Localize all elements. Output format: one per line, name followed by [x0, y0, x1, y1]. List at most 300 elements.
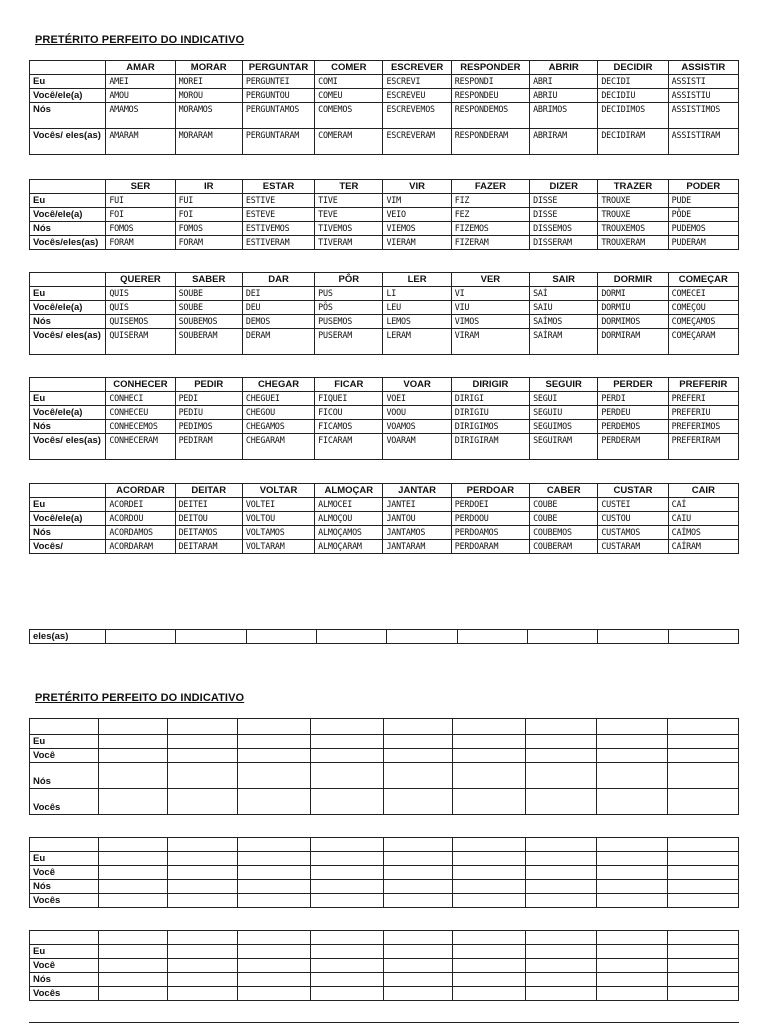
empty-cell[interactable] [453, 945, 526, 959]
verb-form-cell: PERDOOU [451, 512, 529, 526]
verb-form-cell: DEMOS [242, 315, 314, 329]
verb-form-cell: AMAMOS [106, 103, 175, 129]
empty-cell[interactable] [384, 987, 453, 1001]
empty-cell[interactable] [167, 719, 237, 735]
verb-form-cell: VOEI [383, 392, 451, 406]
empty-cell[interactable] [453, 852, 526, 866]
verb-form-cell: ABRIMOS [530, 103, 598, 129]
empty-cell[interactable] [310, 789, 384, 815]
verb-form-cell: VIMOS [451, 315, 529, 329]
empty-cell[interactable] [384, 945, 453, 959]
verb-header: TRAZER [598, 180, 668, 194]
table-row [30, 894, 739, 908]
empty-cell[interactable] [310, 852, 384, 866]
verb-form-cell: VIRAM [451, 329, 529, 355]
table-row [30, 959, 739, 973]
empty-cell[interactable] [384, 763, 453, 789]
empty-cell[interactable] [668, 866, 739, 880]
empty-cell[interactable] [237, 945, 310, 959]
empty-cell[interactable] [98, 945, 167, 959]
empty-cell[interactable] [30, 931, 99, 945]
empty-cell[interactable] [167, 763, 237, 789]
verb-form-cell: CONHECI [106, 392, 175, 406]
empty-cell[interactable] [668, 789, 739, 815]
table-row [30, 852, 739, 866]
empty-cell[interactable] [98, 852, 167, 866]
verb-form-cell: CUSTARAM [598, 540, 668, 554]
empty-cell[interactable] [98, 973, 167, 987]
blank-verb-table [29, 718, 739, 815]
verb-form-cell: ABRIRAM [530, 129, 598, 155]
verb-form-cell: LEMOS [383, 315, 451, 329]
empty-cell[interactable] [384, 719, 453, 735]
empty-cell[interactable] [237, 959, 310, 973]
empty-cell[interactable] [167, 959, 237, 973]
empty-cell[interactable] [526, 931, 597, 945]
empty-cell[interactable] [597, 866, 668, 880]
verb-form-cell: CHEGUEI [242, 392, 314, 406]
verb-form-cell: PREFERIMOS [668, 420, 738, 434]
verb-header: TER [315, 180, 383, 194]
verb-form-cell: ASSISTIRAM [668, 129, 738, 155]
verb-form-cell: SEGUIRAM [530, 434, 598, 460]
empty-cell[interactable] [597, 749, 668, 763]
empty-cell[interactable] [453, 973, 526, 987]
verb-header: ALMOÇAR [315, 484, 383, 498]
table-row [30, 89, 739, 103]
header-row [30, 378, 739, 392]
verb-form-cell: VOAMOS [383, 420, 451, 434]
empty-cell[interactable] [453, 749, 526, 763]
empty-cell[interactable] [597, 894, 668, 908]
verb-form-cell: DORMIU [598, 301, 668, 315]
empty-cell[interactable] [668, 894, 739, 908]
empty-cell[interactable] [384, 866, 453, 880]
verb-form-cell: PERDOAMOS [451, 526, 529, 540]
empty-cell[interactable] [310, 945, 384, 959]
empty-cell[interactable] [98, 735, 167, 749]
verb-header: PREFERIR [668, 378, 738, 392]
pronoun-cell: Vocês/ [30, 540, 106, 554]
empty-cell[interactable] [30, 838, 99, 852]
verb-form-cell: MORARAM [175, 129, 242, 155]
empty-cell[interactable] [668, 763, 739, 789]
verb-form-cell: ESCREVERAM [383, 129, 451, 155]
table-row [30, 987, 739, 1001]
verb-form-cell: PERGUNTAMOS [242, 103, 314, 129]
empty-cell[interactable] [237, 763, 310, 789]
empty-cell[interactable] [453, 735, 526, 749]
table-row [30, 749, 739, 763]
empty-cell[interactable] [310, 838, 384, 852]
table-row [30, 406, 739, 420]
header-row [30, 273, 739, 287]
verb-form-cell: COMEÇAMOS [668, 315, 738, 329]
empty-cell[interactable] [310, 763, 384, 789]
empty-cell[interactable] [384, 838, 453, 852]
verb-header: SABER [175, 273, 242, 287]
verb-form-cell: DEU [242, 301, 314, 315]
empty-cell[interactable] [597, 973, 668, 987]
blank-header-row [30, 719, 739, 735]
verb-form-cell: ABRI [530, 75, 598, 89]
empty-cell[interactable] [167, 894, 237, 908]
empty-cell[interactable] [237, 880, 310, 894]
table-row [30, 103, 739, 129]
verb-table [29, 377, 739, 460]
empty-cell[interactable] [310, 894, 384, 908]
empty-cell[interactable] [526, 838, 597, 852]
verb-header: IR [175, 180, 242, 194]
empty-cell[interactable] [167, 749, 237, 763]
verb-table [29, 483, 739, 554]
empty-cell[interactable] [98, 866, 167, 880]
verb-form-cell: COMERAM [315, 129, 383, 155]
empty-cell[interactable] [668, 959, 739, 973]
empty-cell[interactable] [384, 959, 453, 973]
verb-form-cell: PUDERAM [668, 236, 738, 250]
pronoun-cell: Você [30, 866, 99, 880]
bottom-divider [29, 1022, 739, 1023]
verb-form-cell: QUIS [106, 287, 175, 301]
empty-cell[interactable] [310, 880, 384, 894]
empty-cell[interactable] [237, 931, 310, 945]
verb-form-cell: FORAM [175, 236, 242, 250]
verb-header: VIR [383, 180, 451, 194]
verb-form-cell: TROUXERAM [598, 236, 668, 250]
verb-form-cell: TROUXE [598, 208, 668, 222]
verb-form-cell: COMEÇARAM [668, 329, 738, 355]
table-row [30, 194, 739, 208]
verb-form-cell: CAIU [668, 512, 738, 526]
empty-cell[interactable] [668, 931, 739, 945]
verb-form-cell: DORMIRAM [598, 329, 668, 355]
empty-cell[interactable] [668, 973, 739, 987]
verb-header: AMAR [106, 61, 175, 75]
verb-form-cell: PERDOEI [451, 498, 529, 512]
empty-cell[interactable] [526, 973, 597, 987]
table-row [30, 329, 739, 355]
table-row [30, 735, 739, 749]
pronoun-cell: Nós [30, 103, 106, 129]
verb-form-cell: TROUXE [598, 194, 668, 208]
verb-form-cell: TIVERAM [315, 236, 383, 250]
pronoun-cell: Eu [30, 392, 106, 406]
table-row [30, 75, 739, 89]
table-row [30, 222, 739, 236]
table-row [30, 945, 739, 959]
empty-cell[interactable] [310, 987, 384, 1001]
table-row [30, 763, 739, 789]
verb-form-cell: COMI [315, 75, 383, 89]
verb-header: FAZER [451, 180, 529, 194]
empty-cell[interactable] [310, 931, 384, 945]
empty-cell[interactable] [98, 880, 167, 894]
verb-form-cell: COUBE [530, 512, 598, 526]
empty-cell[interactable] [526, 735, 597, 749]
empty-cell[interactable] [668, 852, 739, 866]
verb-form-cell: DECIDIMOS [598, 103, 668, 129]
verb-form-cell: DORMIMOS [598, 315, 668, 329]
verb-header: SER [106, 180, 175, 194]
verb-form-cell: ACORDAMOS [106, 526, 175, 540]
verb-form-cell: VOOU [383, 406, 451, 420]
empty-cell[interactable] [668, 719, 739, 735]
verb-form-cell: ESCREVEMOS [383, 103, 451, 129]
pronoun-cell: Nós [30, 880, 99, 894]
empty-cell[interactable] [237, 789, 310, 815]
empty-cell[interactable] [98, 959, 167, 973]
empty-cell[interactable] [310, 973, 384, 987]
empty-cell[interactable] [597, 735, 668, 749]
empty-cell[interactable] [310, 749, 384, 763]
empty-cell[interactable] [98, 931, 167, 945]
verb-form-cell: SAÍMOS [530, 315, 598, 329]
table-row [30, 301, 739, 315]
verb-form-cell: AMEI [106, 75, 175, 89]
empty-cell[interactable] [597, 838, 668, 852]
empty-cell[interactable] [453, 931, 526, 945]
empty-cell[interactable] [668, 749, 739, 763]
empty-cell[interactable] [597, 789, 668, 815]
verb-header: PERGUNTAR [242, 61, 314, 75]
verb-form-cell: PUDEMOS [668, 222, 738, 236]
verb-form-cell: PEDIU [175, 406, 242, 420]
verb-form-cell: ASSISTIU [668, 89, 738, 103]
empty-cell[interactable] [526, 789, 597, 815]
verb-form-cell: PUSEMOS [315, 315, 383, 329]
empty-cell[interactable] [384, 894, 453, 908]
verb-form-cell: FIQUEI [315, 392, 383, 406]
empty-cell[interactable] [237, 894, 310, 908]
verb-form-cell: PÔS [315, 301, 383, 315]
verb-form-cell: PERGUNTOU [242, 89, 314, 103]
pronoun-cell: Você/ele(a) [30, 89, 106, 103]
empty-cell[interactable] [30, 719, 99, 735]
verb-form-cell: ESCREVI [383, 75, 451, 89]
empty-cell[interactable] [167, 866, 237, 880]
verb-form-cell: FOMOS [106, 222, 175, 236]
pronoun-cell: Nós [30, 763, 99, 789]
empty-cell[interactable] [237, 852, 310, 866]
empty-cell[interactable] [98, 838, 167, 852]
empty-cell[interactable] [237, 735, 310, 749]
verb-form-cell: ESTEVE [242, 208, 314, 222]
empty-cell[interactable] [167, 880, 237, 894]
verb-header: COMEÇAR [668, 273, 738, 287]
empty-cell[interactable] [597, 719, 668, 735]
empty-cell[interactable] [668, 987, 739, 1001]
empty-cell[interactable] [98, 763, 167, 789]
verb-header: PODER [668, 180, 738, 194]
verb-form-cell: FEZ [451, 208, 529, 222]
verb-header: ABRIR [530, 61, 598, 75]
verb-header: COMER [315, 61, 383, 75]
pronoun-cell: Vocês [30, 789, 99, 815]
empty-cell[interactable] [384, 973, 453, 987]
verb-header: DECIDIR [598, 61, 668, 75]
verb-form-cell: ESTIVE [242, 194, 314, 208]
pronoun-cell: Vocês/ eles(as) [30, 329, 106, 355]
page-title: PRETÉRITO PERFEITO DO INDICATIVO [35, 34, 245, 46]
table-row [30, 315, 739, 329]
verb-form-cell: ESTIVEMOS [242, 222, 314, 236]
verb-form-cell: TIVEMOS [315, 222, 383, 236]
table-row [30, 420, 739, 434]
verb-header: DIZER [530, 180, 598, 194]
empty-cell[interactable] [453, 789, 526, 815]
verb-form-cell: SAÍRAM [530, 329, 598, 355]
empty-cell[interactable] [384, 735, 453, 749]
empty-cell[interactable] [237, 719, 310, 735]
verb-form-cell: CUSTEI [598, 498, 668, 512]
empty-cell[interactable] [526, 749, 597, 763]
empty-cell[interactable] [167, 789, 237, 815]
empty-cell[interactable] [237, 987, 310, 1001]
empty-cell[interactable] [237, 973, 310, 987]
empty-cell[interactable] [597, 945, 668, 959]
empty-cell[interactable] [597, 959, 668, 973]
empty-cell[interactable] [167, 735, 237, 749]
verb-form-cell: FIZERAM [451, 236, 529, 250]
verb-header: ESTAR [242, 180, 314, 194]
empty-cell[interactable] [597, 880, 668, 894]
empty-cell[interactable] [384, 931, 453, 945]
verb-form-cell: PREFERIRAM [668, 434, 738, 460]
verb-form-cell: ALMOCEI [315, 498, 383, 512]
verb-form-cell: AMOU [106, 89, 175, 103]
empty-cell[interactable] [668, 735, 739, 749]
empty-cell[interactable] [167, 945, 237, 959]
verb-form-cell: DISSEMOS [530, 222, 598, 236]
empty-cell[interactable] [597, 987, 668, 1001]
empty-cell[interactable] [668, 880, 739, 894]
pronoun-cell: Eu [30, 498, 106, 512]
empty-cell[interactable] [597, 931, 668, 945]
verb-form-cell: CHEGAMOS [242, 420, 314, 434]
table-row [30, 866, 739, 880]
empty-cell[interactable] [167, 838, 237, 852]
verb-form-cell: COMEÇOU [668, 301, 738, 315]
empty-cell[interactable] [453, 894, 526, 908]
empty-cell[interactable] [526, 880, 597, 894]
empty-cell[interactable] [453, 866, 526, 880]
empty-cell[interactable] [237, 749, 310, 763]
empty-cell[interactable] [668, 945, 739, 959]
verb-form-cell: LI [383, 287, 451, 301]
empty-cell[interactable] [310, 719, 384, 735]
verb-header: CONHECER [106, 378, 175, 392]
verb-form-cell: ESCREVEU [383, 89, 451, 103]
verb-header: VOAR [383, 378, 451, 392]
empty-cell[interactable] [167, 931, 237, 945]
verb-form-cell: TIVE [315, 194, 383, 208]
verb-form-cell: VIEMOS [383, 222, 451, 236]
empty-cell[interactable] [453, 959, 526, 973]
verb-form-cell: PERDEMOS [598, 420, 668, 434]
empty-cell[interactable] [526, 852, 597, 866]
verb-form-cell: FUI [106, 194, 175, 208]
pronoun-cell: Eu [30, 194, 106, 208]
verb-table [29, 179, 739, 250]
empty-cell[interactable] [98, 719, 167, 735]
empty-cell[interactable] [98, 987, 167, 1001]
verb-form-cell: FORAM [106, 236, 175, 250]
table-row [30, 498, 739, 512]
empty-cell[interactable] [167, 852, 237, 866]
verb-form-cell: PERDOARAM [451, 540, 529, 554]
empty-cell[interactable] [526, 987, 597, 1001]
empty-cell[interactable] [597, 852, 668, 866]
table-row [30, 208, 739, 222]
header-row [30, 61, 739, 75]
verb-form-cell: ALMOÇAMOS [315, 526, 383, 540]
verb-form-cell: MORAMOS [175, 103, 242, 129]
empty-cell[interactable] [453, 838, 526, 852]
verb-form-cell: DEITARAM [175, 540, 242, 554]
empty-cell[interactable] [384, 880, 453, 894]
pronoun-cell: Eu [30, 75, 106, 89]
verb-form-cell: ESTIVERAM [242, 236, 314, 250]
empty-cell[interactable] [453, 987, 526, 1001]
empty-cell[interactable] [453, 719, 526, 735]
empty-cell[interactable] [384, 789, 453, 815]
verb-form-cell: FOI [106, 208, 175, 222]
verb-form-cell: COMEU [315, 89, 383, 103]
empty-cell[interactable] [453, 880, 526, 894]
pronoun-cell: Eu [30, 735, 99, 749]
empty-cell[interactable] [526, 945, 597, 959]
empty-cell[interactable] [98, 789, 167, 815]
empty-cell[interactable] [237, 866, 310, 880]
verb-form-cell: VOLTOU [242, 512, 314, 526]
verb-form-cell: PERDERAM [598, 434, 668, 460]
empty-cell[interactable] [453, 763, 526, 789]
empty-cell[interactable] [98, 894, 167, 908]
header-row [30, 484, 739, 498]
verb-form-cell: VEIO [383, 208, 451, 222]
empty-cell[interactable] [526, 763, 597, 789]
empty-cell[interactable] [526, 959, 597, 973]
empty-cell[interactable] [310, 866, 384, 880]
verb-form-cell: COUBEMOS [530, 526, 598, 540]
empty-cell[interactable] [384, 852, 453, 866]
empty-cell[interactable] [98, 749, 167, 763]
empty-cell[interactable] [310, 735, 384, 749]
empty-cell[interactable] [526, 894, 597, 908]
verb-form-cell: DECIDIU [598, 89, 668, 103]
verb-form-cell: CHEGARAM [242, 434, 314, 460]
empty-cell[interactable] [526, 719, 597, 735]
verb-form-cell: VOARAM [383, 434, 451, 460]
verb-form-cell: FIZ [451, 194, 529, 208]
verb-form-cell: CAÍMOS [668, 526, 738, 540]
empty-cell[interactable] [384, 749, 453, 763]
empty-cell[interactable] [597, 763, 668, 789]
empty-cell[interactable] [526, 866, 597, 880]
empty-cell[interactable] [167, 973, 237, 987]
empty-cell[interactable] [668, 838, 739, 852]
verb-form-cell: PERDEU [598, 406, 668, 420]
table-row [30, 434, 739, 460]
empty-cell[interactable] [237, 838, 310, 852]
empty-cell[interactable] [167, 987, 237, 1001]
verb-form-cell: QUISERAM [106, 329, 175, 355]
verb-form-cell: COUBERAM [530, 540, 598, 554]
verb-form-cell: DEITEI [175, 498, 242, 512]
verb-form-cell: CONHECERAM [106, 434, 175, 460]
empty-cell[interactable] [310, 959, 384, 973]
